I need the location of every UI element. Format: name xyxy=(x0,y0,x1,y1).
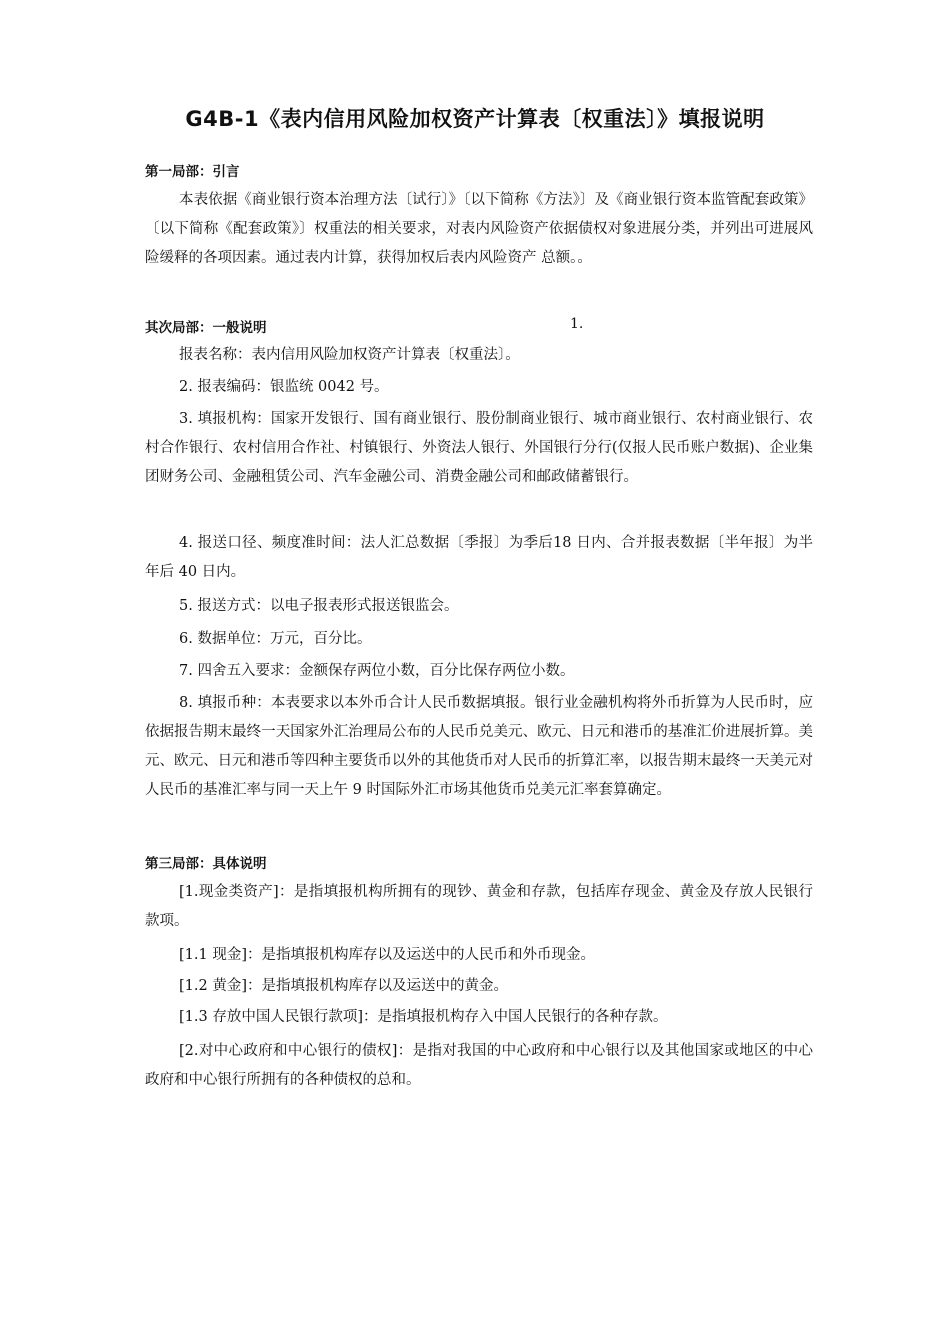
general-item-5: 5. 报送方式：以电子报表形式报送银监会。 xyxy=(179,598,459,614)
general-item-2: 2. 报表编码：银监统 0042 号。 xyxy=(179,379,389,395)
specific-item-1-2: [1.2 黄金]：是指填报机构库存以及运送中的黄金。 xyxy=(179,978,508,994)
intro-paragraph: 本表依据《商业银行资本治理方法〔试行〕》〔以下简称《方法》〕及《商业银行资本监管配套政策》〔以下简称《配套政策》〕权重法的相关要求，对表内风险资产依据债权对象进展分类，并列出可进展风险缓释的各项因素。通过表内计算，获得加权后表内风险资产 总额。。 xyxy=(145,192,813,266)
general-item-7: 7. 四舍五入要求：金额保存两位小数，百分比保存两位小数。 xyxy=(179,663,575,679)
section-heading-specific: 第三局部：具体说明 xyxy=(145,856,267,872)
specific-item-1-1: [1.1 现金]：是指填报机构库存以及运送中的人民币和外币现金。 xyxy=(179,947,595,963)
general-item-3: 3. 填报机构：国家开发银行、国有商业银行、股份制商业银行、城市商业银行、农村商业银行、农村合作银行、农村信用合作社、村镇银行、外资法人银行、外国银行分行(仅报人民币账户数据)、企业集团财务公司、金融租赁公司、汽车金融公司、消费金融公司和邮政储蓄银行。 xyxy=(145,411,813,485)
general-item-8: 8. 填报币种：本表要求以本外币合计人民币数据填报。银行业金融机构将外币折算为人民币时，应依据报告期末最终一天国家外汇治理局公布的人民币兑美元、欧元、日元和港币的基准汇价进展折算。美元、欧元、日元和港币等四种主要货币以外的其他货币对人民币的折算汇率，以报告期末最终一天美元对人民币的基准汇率与同一天上午 9 时国际外汇市场其他货币兑美元汇率套算确定。 xyxy=(145,695,813,798)
document-title: G4B-1《表内信用风险加权资产计算表〔权重法〕》填报说明 xyxy=(185,107,765,131)
general-item-6: 6. 数据单位：万元，百分比。 xyxy=(179,631,372,647)
specific-item-1-3: [1.3 存放中国人民银行款项]：是指填报机构存入中国人民银行的各种存款。 xyxy=(179,1009,668,1025)
specific-item-2: [2.对中心政府和中心银行的债权]：是指对我国的中心政府和中心银行以及其他国家或地区的中心政府和中心银行所拥有的各种债权的总和。 xyxy=(145,1043,813,1088)
general-item-1-number: 1. xyxy=(570,316,584,332)
specific-item-1: [1.现金类资产]：是指填报机构所拥有的现钞、黄金和存款，包括库存现金、黄金及存放人民银行款项。 xyxy=(145,884,813,929)
section-heading-general: 其次局部：一般说明 xyxy=(145,320,267,336)
section-heading-intro: 第一局部：引言 xyxy=(145,164,240,180)
general-item-4: 4. 报送口径、频度准时间：法人汇总数据〔季报〕为季后18 日内、合并报表数据〔半年报〕为半年后 40 日内。 xyxy=(145,535,813,580)
general-item-1: 报表名称：表内信用风险加权资产计算表〔权重法〕。 xyxy=(179,347,520,363)
